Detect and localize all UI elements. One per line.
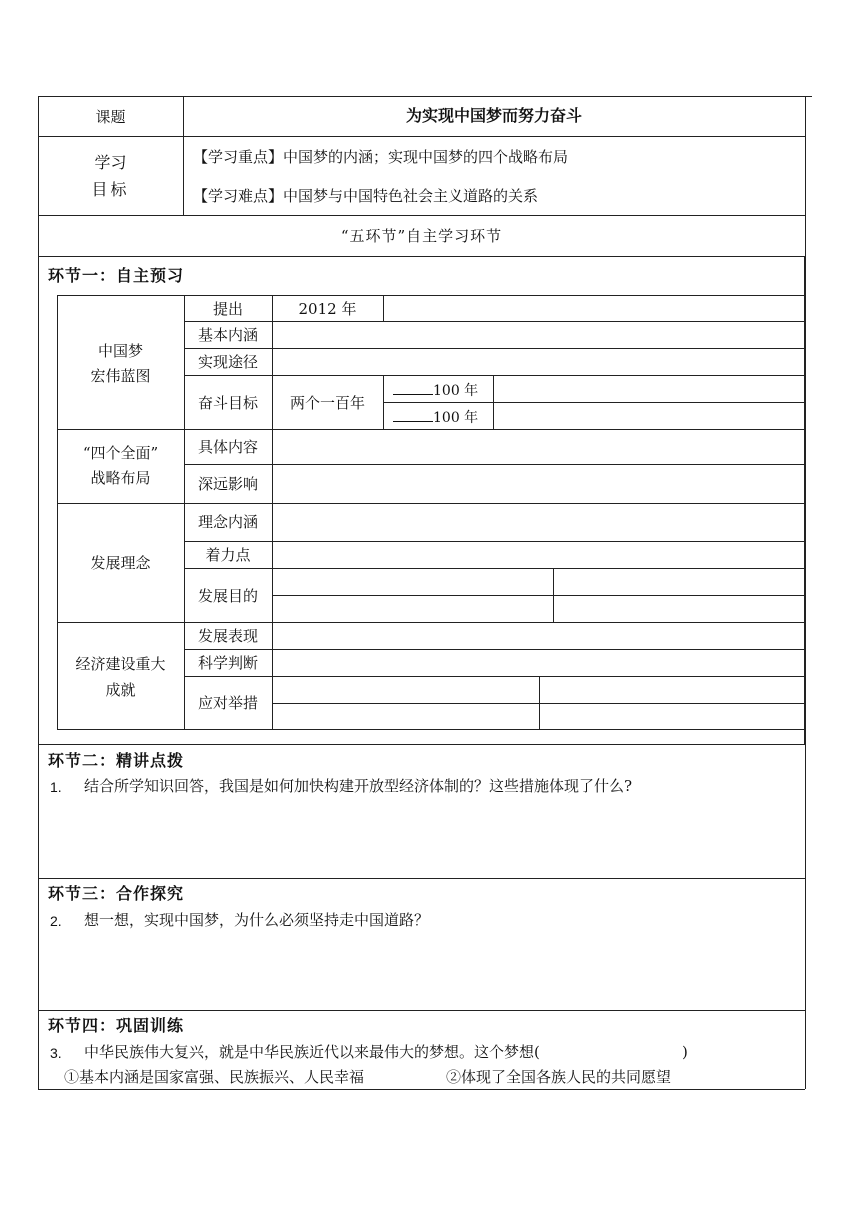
sub-row [184, 464, 804, 465]
row-divider [38, 136, 805, 137]
sub-col [539, 676, 540, 729]
purpose-label: 发展目的 [197, 587, 258, 605]
sub-col [553, 568, 554, 622]
difficulty: 【学习难点】中国梦与中国特色社会主义道路的关系 [193, 187, 539, 205]
q1-text: 结合所学知识回答，我国是如何加快构建开放型经济体制的？这些措施体现了什么? [84, 777, 633, 795]
four-impact-label: 深远影响 [197, 475, 258, 493]
q2-number: 2. [50, 913, 62, 929]
goal-label: 奋斗目标 [197, 394, 258, 412]
sub-row [184, 541, 804, 542]
cat-divider [57, 503, 804, 504]
economy-label-2: 成就 [105, 681, 136, 699]
goal-label-2: 目标 [91, 180, 130, 199]
q2-text: 想一想，实现中国梦，为什么必须坚持走中国道路？ [84, 911, 430, 929]
row-divider [38, 256, 805, 257]
stage3-heading: 环节三：合作探究 [48, 884, 185, 903]
hundred-2 [393, 407, 478, 427]
inner-bottom [57, 729, 804, 730]
sub-row [184, 348, 804, 349]
label-divider [272, 295, 273, 729]
sub-row [383, 402, 804, 403]
performance-label: 发展表现 [197, 627, 258, 645]
stage1-heading: 环节一：自主预习 [48, 266, 185, 285]
sub-col [383, 295, 384, 321]
hundred-1 [393, 380, 478, 400]
stage4-heading: 环节四：巩固训练 [48, 1016, 185, 1035]
goal-label-1: 学习 [94, 153, 127, 172]
focus-label: 着力点 [205, 546, 251, 564]
page-title: 为实现中国梦而努力奋斗 [405, 106, 582, 125]
sub-row [184, 321, 804, 322]
top-border [38, 96, 812, 97]
q3-close: ) [682, 1043, 688, 1061]
dream-label-1: 中国梦 [97, 342, 143, 360]
cat-divider [57, 622, 804, 623]
sub-row [272, 595, 804, 596]
q3-text: 中华民族伟大复兴，就是中华民族近代以来最伟大的梦想。这个梦想( [84, 1043, 540, 1061]
section-banner: “五环节”自主学习环节 [340, 227, 503, 245]
development-label: 发展理念 [90, 554, 151, 572]
content-label: 基本内涵 [197, 326, 258, 344]
inner-top [57, 295, 804, 296]
q3-option-2: ②体现了全国各族人民的共同愿望 [446, 1068, 672, 1086]
sub-row [184, 568, 804, 569]
sub-row [184, 649, 804, 650]
topic-label: 课题 [95, 108, 126, 126]
path-label: 实现途径 [197, 353, 258, 371]
stage-divider [38, 878, 805, 879]
hundred-1-text: 100 年 [433, 383, 479, 399]
bottom-border [38, 1089, 805, 1090]
four-content-label: 具体内容 [197, 438, 258, 456]
key-point: 【学习重点】中国梦的内涵；实现中国梦的四个战略布局 [193, 148, 569, 166]
stage-divider [38, 1010, 805, 1011]
judgment-label: 科学判断 [197, 654, 258, 672]
right-border [805, 96, 806, 1089]
fill-blank[interactable] [393, 407, 433, 422]
q1-number: 1. [50, 779, 62, 795]
goal-sub: 两个一百年 [289, 394, 365, 412]
four-label-2: 战略布局 [90, 469, 151, 487]
proposed-label: 提出 [212, 300, 243, 318]
hundred-2-text: 100 年 [433, 410, 479, 426]
fill-blank[interactable] [393, 380, 433, 395]
sub-row [184, 676, 804, 677]
inner-right [804, 256, 805, 744]
stage2-heading: 环节二：精讲点拨 [48, 751, 185, 770]
sub-row [272, 703, 804, 704]
q3-number: 3. [50, 1045, 62, 1061]
stage-divider [38, 744, 805, 745]
q3-option-1: ①基本内涵是国家富强、民族振兴、人民幸福 [64, 1068, 365, 1086]
dream-label-2: 宏伟蓝图 [90, 367, 151, 385]
row-divider [38, 215, 805, 216]
sub-row [184, 375, 804, 376]
concept-label: 理念内涵 [197, 513, 258, 531]
measures-label: 应对举措 [197, 694, 258, 712]
cat-divider [57, 429, 804, 430]
proposed-value: 2012 年 [298, 300, 357, 318]
four-label-1: “四个全面” [82, 444, 159, 462]
economy-label-1: 经济建设重大 [75, 655, 166, 673]
